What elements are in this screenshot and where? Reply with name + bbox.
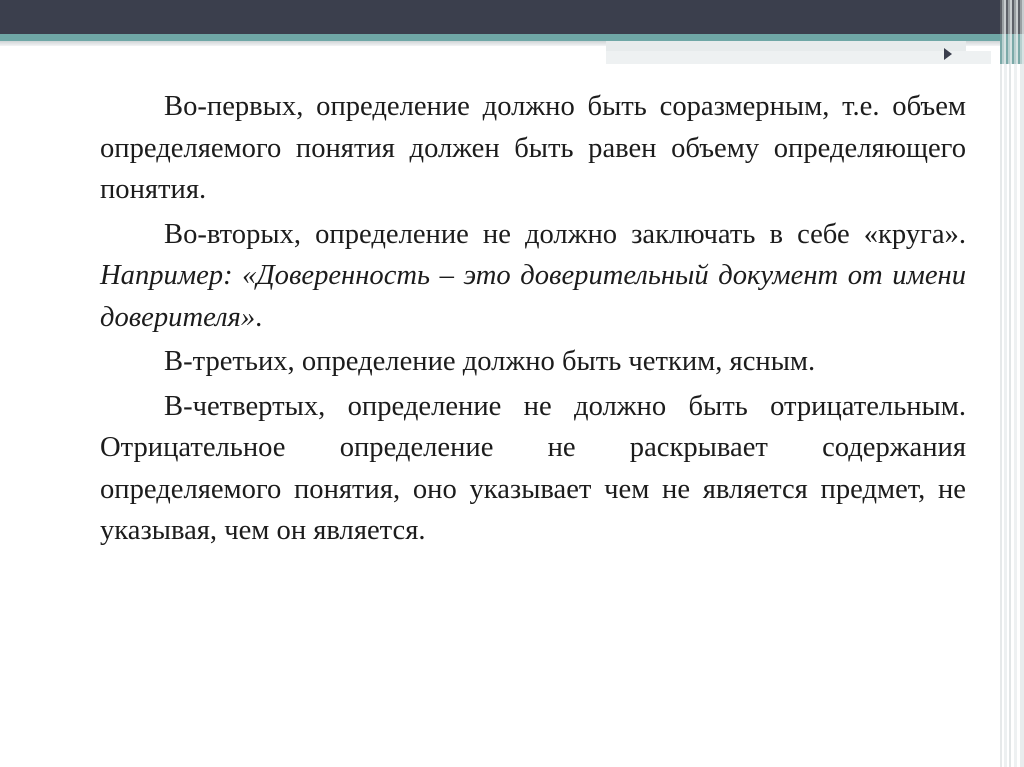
- paragraph-fourth: [100, 386, 966, 552]
- paragraph-text: В-четвертых, определение не должно быть отрицательным. Отрицательное определение не раскрывает содержания определяемого понятия, оно указывает чем не является предмет, не указывая, чем он является.: [100, 390, 966, 546]
- right-vertical-stripes: [1000, 0, 1024, 767]
- paragraph-text: В-третьих, определение должно быть четким, ясным.: [164, 346, 816, 377]
- paragraph-third: [100, 341, 966, 383]
- paragraph-tail: .: [255, 301, 263, 333]
- paragraph-example-italic: Например: «Доверенность – это доверительный документ от имени доверителя»: [100, 260, 966, 333]
- header-light-strip: [606, 41, 966, 51]
- paragraph-text: Во-вторых, определение не должно заключать в себе «круга».: [164, 218, 966, 250]
- header-bar-accent: [0, 34, 1024, 41]
- triangle-right-icon: [944, 48, 952, 60]
- right-stripes-top-accent: [1000, 34, 1024, 64]
- header-bar-dark: [0, 0, 1024, 34]
- header-light-strip-lower: [606, 51, 991, 64]
- paragraph-second: [100, 214, 966, 339]
- paragraph-text: Во-первых, определение должно быть соразмерным, т.е. объем определяемого понятия должен быть равен объему определяющего понятия.: [100, 91, 966, 205]
- paragraph-first: [100, 86, 966, 211]
- slide-body: [100, 86, 966, 555]
